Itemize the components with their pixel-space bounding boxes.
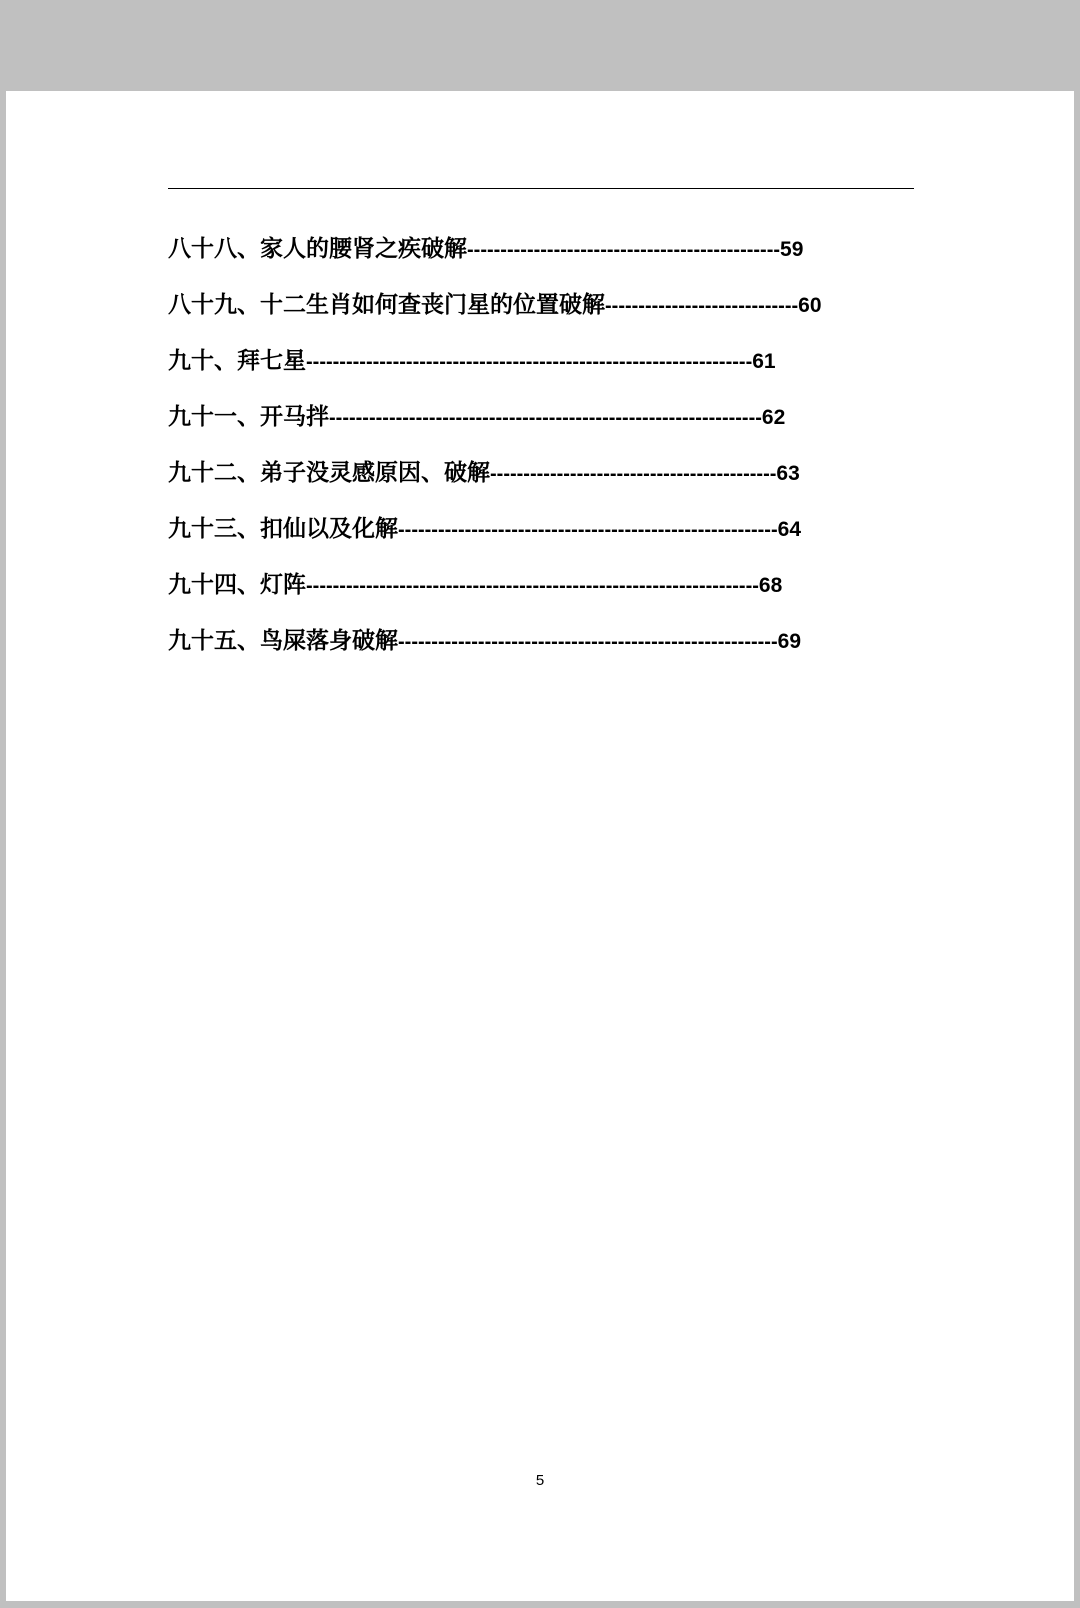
toc-entry-leader: --------------------------------------------------------------------	[306, 575, 759, 597]
toc-entry[interactable]	[168, 501, 918, 557]
table-of-contents	[168, 221, 918, 669]
toc-entry[interactable]	[168, 333, 918, 389]
header-rule	[168, 188, 914, 189]
toc-entry-page: 62	[761, 406, 786, 429]
toc-entry-page: 68	[758, 574, 783, 597]
toc-entry-title: 八十八、家人的腰肾之疾破解	[168, 236, 467, 262]
toc-entry[interactable]	[168, 389, 918, 445]
toc-entry-page: 60	[798, 294, 822, 317]
toc-entry-title: 九十、拜七星	[168, 348, 306, 374]
toc-entry-title: 九十四、灯阵	[168, 572, 306, 598]
toc-entry-page: 61	[752, 350, 776, 373]
toc-entry-leader: ---------------------------------------------------------	[398, 631, 778, 653]
toc-entry-page: 69	[777, 630, 801, 653]
toc-entry[interactable]	[168, 557, 918, 613]
toc-entry-leader: ---------------------------------------------------------	[398, 519, 778, 541]
toc-entry-leader: -----------------------------------------------------------------	[329, 407, 762, 429]
toc-entry[interactable]	[168, 445, 918, 501]
toc-entry-page: 63	[776, 462, 800, 485]
page-number: 5	[535, 1472, 545, 1489]
document-page	[6, 91, 1074, 1601]
toc-entry[interactable]	[168, 613, 918, 669]
toc-entry-title: 八十九、十二生肖如何查丧门星的位置破解	[168, 292, 605, 318]
toc-entry-leader: -------------------------------------------	[490, 463, 777, 485]
toc-entry-leader: -----------------------------------------------	[467, 239, 781, 261]
toc-entry-title: 九十五、鸟屎落身破解	[168, 628, 398, 654]
toc-entry-title: 九十一、开马拌	[168, 404, 329, 430]
toc-entry-title: 九十二、弟子没灵感原因、破解	[168, 460, 490, 486]
toc-entry-leader: -------------------------------------------------------------------	[306, 351, 753, 373]
toc-entry[interactable]	[168, 277, 918, 333]
toc-entry-title: 九十三、扣仙以及化解	[168, 516, 398, 542]
toc-entry-page: 64	[777, 518, 801, 541]
toc-entry-leader: -----------------------------	[605, 295, 799, 317]
toc-entry-page: 59	[780, 238, 804, 261]
toc-entry[interactable]	[168, 221, 918, 277]
